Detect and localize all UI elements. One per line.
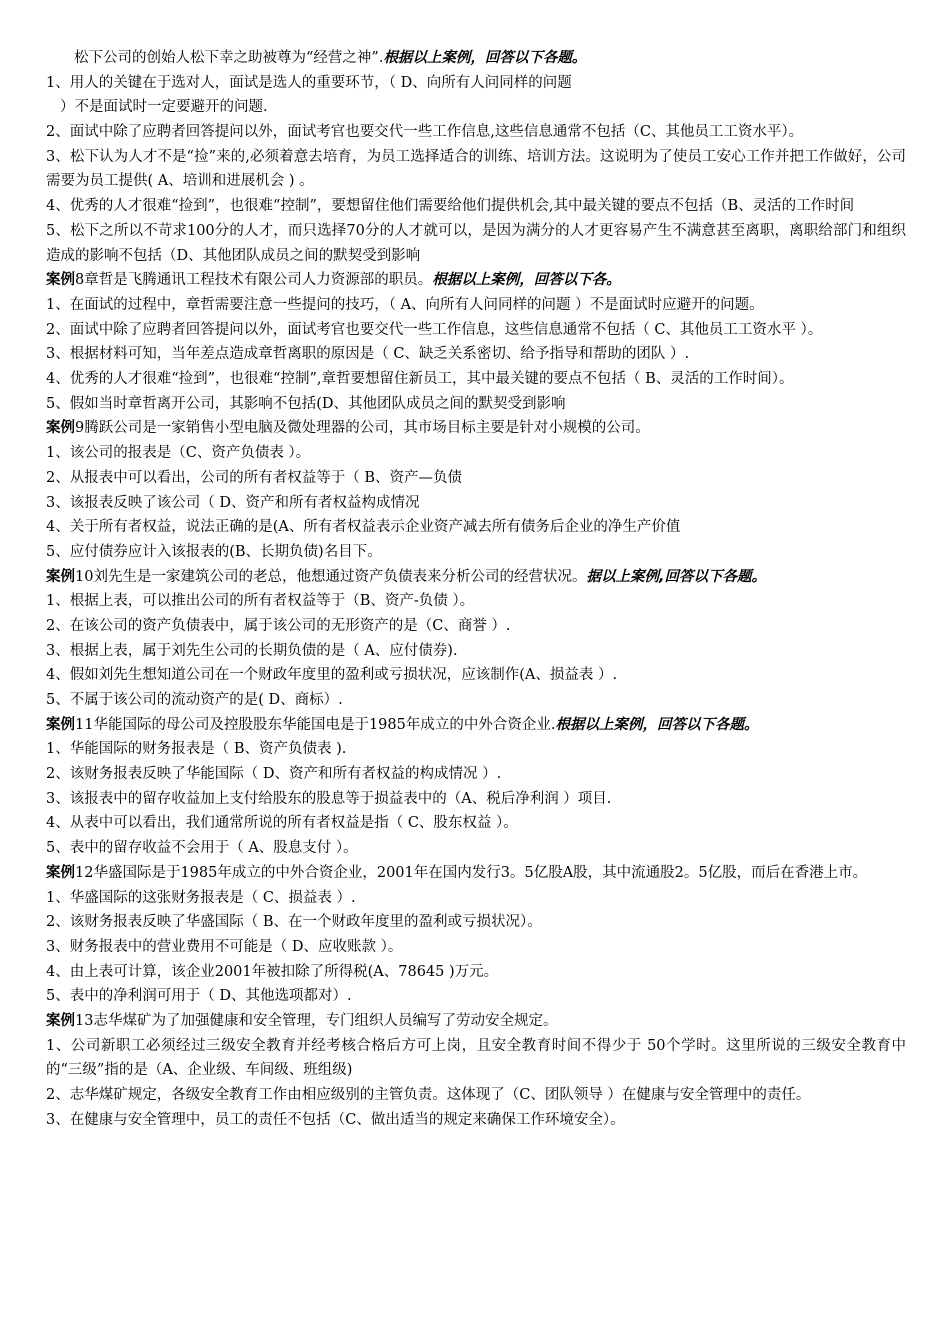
case9-desc: 腾跃公司是一家销售小型电脑及微处理器的公司，其市场目标主要是针对小规模的公司。 bbox=[84, 420, 650, 437]
case10-q5: 5、不属于该公司的流动资产的是( D、商标）. bbox=[46, 692, 343, 708]
case11-heading bbox=[46, 713, 906, 738]
case7-q2: 2、面试中除了应聘者回答提问以外，面试考官也要交代一些工作信息,这些信息通常不包括（C、其他员工工资水平）。 bbox=[46, 124, 804, 141]
case8-q3: 3、根据材料可知，当年差点造成章哲离职的原因是（ C、缺乏关系密切、给予指导和帮助的团队 ）. bbox=[46, 346, 690, 363]
case10-num: 10 bbox=[75, 568, 94, 585]
case11-label: 案例 bbox=[46, 716, 75, 733]
case11-q4: 4、从表中可以看出，我们通常所说的所有者权益是指（ C、股东权益 ）。 bbox=[46, 815, 518, 832]
case10-label: 案例 bbox=[46, 568, 75, 585]
case12-label: 案例 bbox=[46, 864, 75, 881]
case9-num: 9 bbox=[75, 420, 85, 437]
case7-q1b: ）不是面试时一定要避开的问题. bbox=[60, 99, 268, 116]
case11-q1: 1、华能国际的财务报表是（ B、资产负债表 ). bbox=[46, 741, 347, 758]
case10-heading bbox=[46, 565, 906, 590]
case13-q2: 2、志华煤矿规定，各级安全教育工作由相应级别的主管负责。这体现了（C、团队领导 ）在健康与安全管理中的责任。 bbox=[46, 1087, 811, 1104]
case8-prompt: 根据以上案例，回答以下各。 bbox=[432, 272, 621, 289]
case9-label: 案例 bbox=[46, 420, 75, 437]
case8-q4: 4、优秀的人才很难“捡到”，也很难“控制”,章哲要想留住新员工，其中最关键的要点不包括（ B、灵活的工作时间）。 bbox=[46, 371, 794, 388]
case10-q3: 3、根据上表，属于刘先生公司的长期负债的是（ A、应付债券). bbox=[46, 642, 458, 659]
case7-q3: 3、松下认为人才不是“捡”来的,必须着意去培育，为员工选择适合的训练、培训方法。这说明为了使员工安心工作并把工作做好，公司需要为员工提供( A、培训和进展机会 ) 。 bbox=[46, 148, 906, 190]
case11-q5: 5、表中的留存收益不会用于（ A、股息支付 ）。 bbox=[46, 840, 358, 857]
case7-q1a: 1、用人的关键在于选对人，面试是选人的重要环节，（ D、向所有人问同样的问题 bbox=[46, 74, 572, 91]
case8-q5: 5、假如当时章哲离开公司，其影响不包括(D、其他团队成员之间的默契受到影响 bbox=[46, 395, 566, 412]
case11-prompt: 根据以上案例，回答以下各题。 bbox=[555, 716, 759, 733]
case9-q1: 1、该公司的报表是（C、资产负债表 ）。 bbox=[46, 445, 311, 462]
case8-num: 8 bbox=[75, 272, 85, 289]
case13-q1: 1、公司新职工必须经过三级安全教育并经考核合格后方可上岗，且安全教育时间不得少于 50个学时。这里所说的三级安全教育中的“三级”指的是（A、企业级、车间级、班组级) bbox=[46, 1037, 906, 1079]
case10-q2: 2、在该公司的资产负债表中，属于该公司的无形资产的是（C、商誉 ）. bbox=[46, 617, 511, 634]
case12-heading bbox=[46, 861, 906, 886]
case10-prompt: 据以上案例,回答以下各题。 bbox=[586, 568, 766, 585]
case8-desc: 章哲是飞腾通讯工程技术有限公司人力资源部的职员。 bbox=[84, 272, 433, 289]
case11-q2: 2、该财务报表反映了华能国际（ D、资产和所有者权益的构成情况 ）. bbox=[46, 766, 502, 783]
document-page bbox=[46, 46, 906, 1132]
case12-num: 12 bbox=[75, 864, 94, 881]
intro-line bbox=[46, 46, 906, 71]
case8-q1: 1、在面试的过程中，章哲需要注意一些提问的技巧，（ A、向所有人问同样的问题 ）不是面试时应避开的问题。 bbox=[46, 296, 764, 313]
case9-q5: 5、应付债券应计入该报表的(B、长期负债)名目下。 bbox=[46, 543, 382, 560]
case12-q3: 3、财务报表中的营业费用不可能是（ D、应收账款 ）。 bbox=[46, 938, 403, 955]
case13-q3: 3、在健康与安全管理中，员工的责任不包括（C、做出适当的规定来确保工作环境安全）。 bbox=[46, 1111, 625, 1128]
case10-q4: 4、假如刘先生想知道公司在一个财政年度里的盈利或亏损状况，应该制作(A、损益表 ）. bbox=[46, 667, 618, 684]
case7-q4: 4、优秀的人才很难“捡到”，也很难“控制”，要想留住他们需要给他们提供机会,其中最关键的要点不包括（B、灵活的工作时间 bbox=[46, 198, 855, 215]
case8-label: 案例 bbox=[46, 272, 75, 289]
case11-q3: 3、该报表中的留存收益加上支付给股东的股息等于损益表中的（A、税后净利润 ）项目. bbox=[46, 790, 612, 807]
case11-num: 11 bbox=[75, 716, 94, 733]
case12-q5: 5、表中的净利润可用于（ D、其他选项都对）. bbox=[46, 988, 352, 1005]
case9-heading bbox=[46, 416, 906, 441]
case12-desc: 华盛国际是于1985年成立的中外合资企业，2001年在国内发行3。5亿股A股，其中流通股2。5亿股，而后在香港上市。 bbox=[93, 864, 868, 881]
case8-q2: 2、面试中除了应聘者回答提问以外，面试考官也要交代一些工作信息，这些信息通常不包括（ C、其他员工工资水平 ）。 bbox=[46, 321, 823, 338]
intro-prompt: 根据以上案例，回答以下各题。 bbox=[383, 50, 587, 66]
case12-q4: 4、由上表可计算，该企业2001年被扣除了所得税(A、78645 )万元。 bbox=[46, 963, 499, 980]
case9-q2: 2、从报表中可以看出，公司的所有者权益等于（ B、资产—负债 bbox=[46, 469, 462, 486]
case9-q3: 3、该报表反映了该公司（ D、资产和所有者权益构成情况 bbox=[46, 494, 420, 511]
case13-label: 案例 bbox=[46, 1012, 75, 1029]
case10-desc: 刘先生是一家建筑公司的老总，他想通过资产负债表来分析公司的经营状况。 bbox=[93, 568, 587, 585]
case13-heading bbox=[46, 1009, 906, 1034]
case10-q1: 1、根据上表，可以推出公司的所有者权益等于（B、资产-负债 ）。 bbox=[46, 593, 475, 610]
case7-q5: 5、松下之所以不苛求100分的人才，而只选择70分的人才就可以，是因为满分的人才更容易产生不满意甚至离职，离职给部门和组织造成的影响不包括（D、其他团队成员之间的默契受到影响 bbox=[46, 222, 906, 264]
case12-q1: 1、华盛国际的这张财务报表是（ C、损益表 ）. bbox=[46, 889, 356, 906]
case9-q4: 4、关于所有者权益，说法正确的是(A、所有者权益表示企业资产减去所有债务后企业的净生产价值 bbox=[46, 519, 681, 536]
case8-heading bbox=[46, 268, 906, 293]
case12-q2: 2、该财务报表反映了华盛国际（ B、在一个财政年度里的盈利或亏损状况）。 bbox=[46, 914, 542, 931]
case13-desc: 志华煤矿为了加强健康和安全管理，专门组织人员编写了劳动安全规定。 bbox=[93, 1012, 558, 1029]
case11-desc: 华能国际的母公司及控股股东华能国电是于1985年成立的中外合资企业. bbox=[93, 716, 556, 733]
intro-text: 松下公司的创始人松下幸之助被尊为“经营之神”. bbox=[74, 50, 384, 66]
case13-num: 13 bbox=[75, 1012, 94, 1029]
